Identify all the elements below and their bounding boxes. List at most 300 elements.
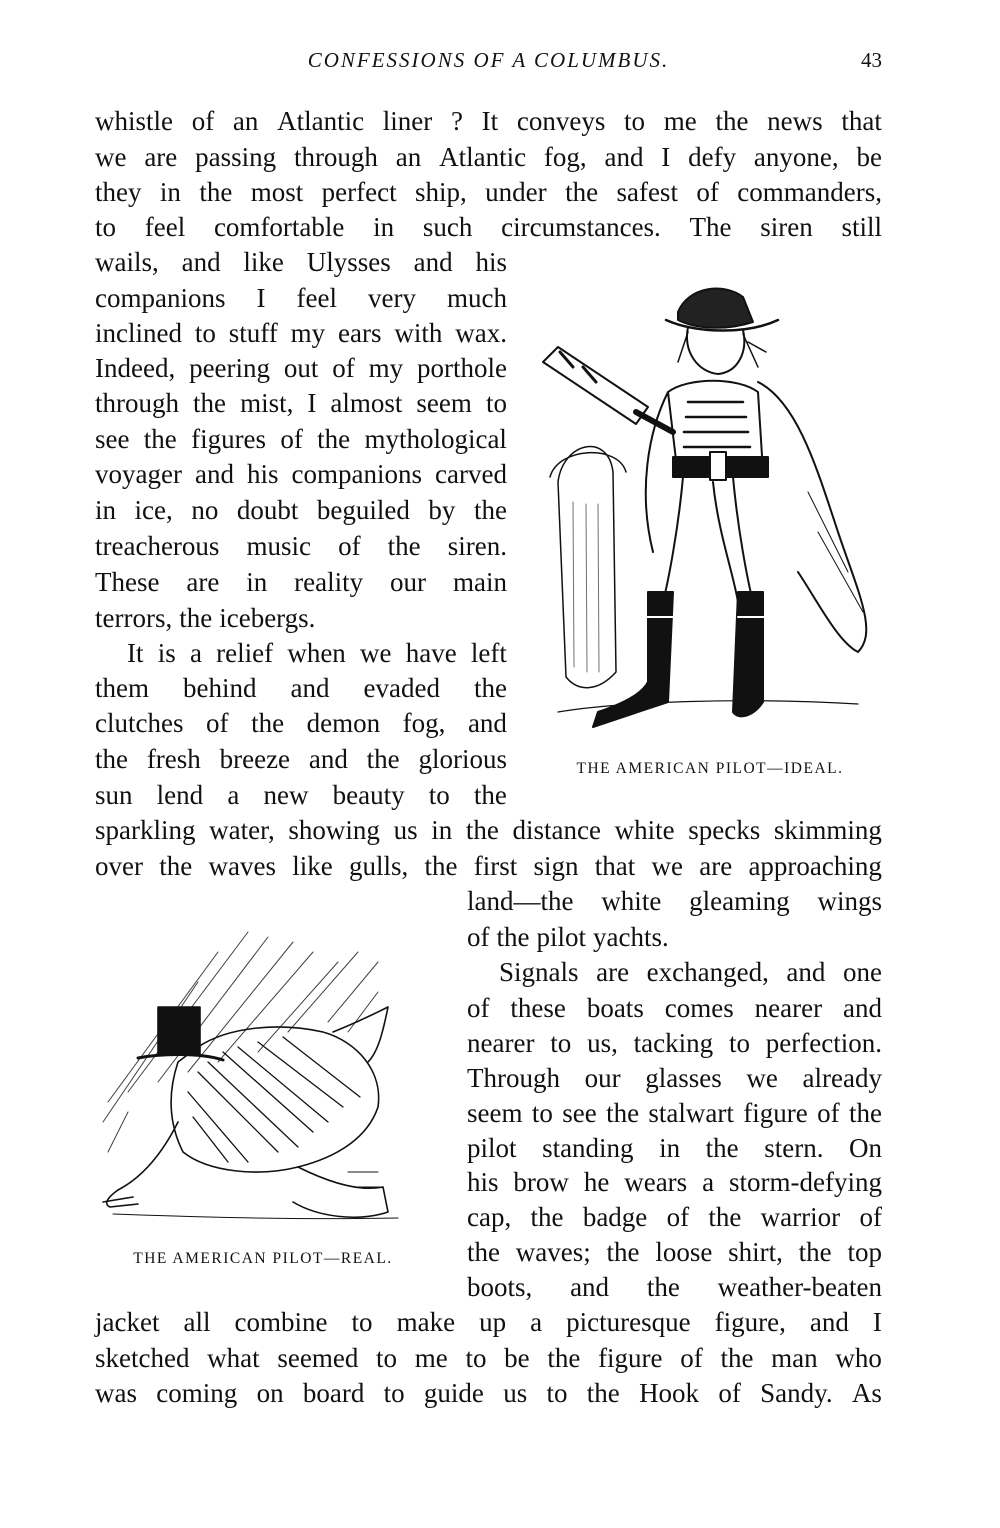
word: stern.: [764, 1133, 824, 1163]
figure-caption-real: THE AMERICAN PILOT—REAL.: [133, 1250, 393, 1267]
pilot-real-illustration: [98, 922, 428, 1227]
word: in: [431, 815, 453, 845]
word: and: [290, 673, 330, 703]
word: wails,: [95, 247, 159, 277]
text-line: [95, 813, 882, 847]
word: behind: [183, 673, 257, 703]
word: to: [465, 1343, 487, 1373]
word: these: [510, 993, 566, 1023]
word: and: [194, 459, 234, 489]
word: figure,: [714, 1307, 786, 1337]
word: the: [606, 1237, 640, 1267]
text-line: [467, 920, 882, 954]
word: be: [504, 1343, 530, 1373]
word: of: [696, 177, 719, 207]
word: to: [531, 1098, 553, 1128]
word: jacket: [95, 1307, 160, 1337]
page-header: [95, 48, 882, 78]
word: the: [848, 1098, 882, 1128]
text-line: [95, 849, 882, 883]
word: we: [95, 142, 127, 172]
word: the: [646, 1272, 680, 1302]
word: that: [594, 851, 636, 881]
text-line: [95, 1376, 882, 1410]
word: of: [467, 922, 490, 952]
word: have: [405, 638, 457, 668]
word: is: [157, 638, 176, 668]
word: wax.: [455, 318, 507, 348]
word: As: [851, 1378, 882, 1408]
word: are: [144, 142, 178, 172]
word: the: [586, 1378, 620, 1408]
word: weather-beaten: [717, 1272, 882, 1302]
word: that: [841, 106, 882, 136]
word: pilot: [536, 922, 587, 952]
text-line: [95, 742, 507, 776]
word: the: [199, 177, 233, 207]
word: are: [186, 567, 220, 597]
word: in: [159, 177, 181, 207]
word: the: [496, 922, 530, 952]
text-line: [95, 1305, 882, 1339]
word: comfortable: [213, 212, 345, 242]
text-line: [95, 493, 507, 527]
text-line: [95, 601, 507, 635]
word: very: [368, 283, 416, 313]
word: perfection.: [765, 1028, 882, 1058]
word: the: [424, 851, 458, 881]
word: safest: [616, 177, 678, 207]
word: cap,: [467, 1202, 512, 1232]
word: most: [250, 177, 304, 207]
word: glorious: [418, 744, 507, 774]
word: to: [383, 1378, 405, 1408]
word: to: [485, 388, 507, 418]
word: of: [206, 708, 229, 738]
word: of: [718, 1378, 741, 1408]
word: the: [708, 1202, 742, 1232]
word: seem: [467, 1098, 523, 1128]
word: figure: [743, 1098, 808, 1128]
text-line: [467, 884, 882, 918]
word: evaded: [363, 673, 440, 703]
word: the: [317, 424, 351, 454]
word: of: [332, 353, 355, 383]
word: stuff: [228, 318, 278, 348]
word: them: [95, 673, 149, 703]
word: icebergs.: [219, 603, 316, 633]
word: exchanged,: [646, 957, 769, 987]
word: our: [584, 1063, 621, 1093]
word: sparkling: [95, 815, 196, 845]
word: Through: [467, 1063, 560, 1093]
word: circumstances.: [501, 212, 661, 242]
word: warrior: [760, 1202, 841, 1232]
word: almost: [330, 388, 403, 418]
word: an: [395, 142, 422, 172]
word: like: [243, 247, 284, 277]
word: and: [604, 142, 644, 172]
word: storm-defying: [728, 1167, 882, 1197]
word: badge: [582, 1202, 648, 1232]
word: in: [373, 212, 395, 242]
text-line: [95, 529, 507, 563]
word: comes: [664, 993, 734, 1023]
word: we: [360, 638, 392, 668]
word: news: [767, 106, 823, 136]
word: left: [470, 638, 507, 668]
word: still: [841, 212, 882, 242]
word: Indeed,: [95, 353, 176, 383]
word: I: [256, 283, 266, 313]
word: his: [246, 459, 279, 489]
word: a: [227, 780, 240, 810]
word: porthole: [417, 353, 507, 383]
word: inclined: [95, 318, 182, 348]
word: sun: [95, 780, 133, 810]
word: the: [720, 1343, 754, 1373]
word: his: [467, 1167, 499, 1197]
word: sign: [533, 851, 579, 881]
word: the: [465, 815, 499, 845]
word: waves: [208, 851, 276, 881]
word: and: [413, 247, 453, 277]
word: fog,: [402, 708, 446, 738]
word: gulls,: [348, 851, 409, 881]
word: me: [663, 106, 697, 136]
word: by: [428, 495, 456, 525]
word: land—the: [467, 886, 574, 916]
word: seem: [416, 388, 472, 418]
word: to: [546, 1378, 568, 1408]
word: our: [390, 567, 427, 597]
text-line: [467, 1165, 882, 1199]
word: the: [473, 780, 507, 810]
word: seemed: [277, 1343, 359, 1373]
word: new: [263, 780, 309, 810]
word: mythological: [364, 424, 507, 454]
word: the: [251, 708, 285, 738]
word: the: [143, 424, 177, 454]
word: loose: [655, 1237, 713, 1267]
word: white: [614, 815, 675, 845]
word: the: [606, 1098, 640, 1128]
word: to: [95, 212, 117, 242]
word: the: [474, 673, 507, 703]
word: guide: [423, 1378, 484, 1408]
word: the: [95, 744, 128, 774]
word: treacherous: [95, 531, 220, 561]
word: the: [715, 106, 749, 136]
word: distance: [512, 815, 601, 845]
word: It: [481, 106, 499, 136]
text-line: [95, 210, 882, 244]
word: I: [307, 388, 317, 418]
word: of: [666, 1202, 690, 1232]
word: the: [547, 1343, 581, 1373]
word: passing: [195, 142, 277, 172]
word: man: [771, 1343, 818, 1373]
text-line: [95, 1341, 882, 1375]
word: the: [366, 744, 400, 774]
word: Hook: [639, 1378, 700, 1408]
text-line: [95, 457, 507, 491]
text-line: [95, 565, 507, 599]
text-line: [95, 316, 507, 350]
word: carved: [435, 459, 507, 489]
text-line: [95, 351, 507, 385]
word: a: [702, 1167, 715, 1197]
word: and: [809, 1307, 849, 1337]
word: boats: [586, 993, 644, 1023]
word: to: [624, 106, 646, 136]
word: breeze: [219, 744, 291, 774]
word: siren.: [447, 531, 507, 561]
word: the: [798, 1237, 832, 1267]
word: It: [127, 638, 144, 668]
word: perfect: [321, 177, 397, 207]
word: us: [393, 815, 418, 845]
word: and: [181, 247, 221, 277]
word: ears: [338, 318, 382, 348]
word: under: [485, 177, 547, 207]
word: defy: [688, 142, 737, 172]
text-line: [467, 955, 882, 989]
word: tacking: [633, 1028, 714, 1058]
word: relief: [216, 638, 274, 668]
word: what: [207, 1343, 260, 1373]
word: the: [467, 1237, 500, 1267]
word: nearer: [754, 993, 823, 1023]
word: gleaming: [689, 886, 790, 916]
word: to: [428, 780, 450, 810]
word: fresh: [146, 744, 201, 774]
word: the: [179, 603, 213, 633]
text-line: [95, 245, 507, 279]
word: no: [191, 495, 219, 525]
word: the: [705, 1133, 739, 1163]
text-line: [467, 1270, 882, 1304]
text-line: [95, 636, 507, 670]
word: waves;: [515, 1237, 591, 1267]
word: who: [835, 1343, 882, 1373]
word: boots,: [467, 1272, 533, 1302]
word: coming: [156, 1378, 238, 1408]
word: stalwart: [648, 1098, 734, 1128]
word: out: [283, 353, 319, 383]
word: figure: [598, 1343, 663, 1373]
word: yachts.: [593, 922, 669, 952]
word: ice,: [134, 495, 173, 525]
word: anyone,: [753, 142, 839, 172]
word: water,: [209, 815, 275, 845]
text-line: [95, 778, 507, 812]
word: peering: [189, 353, 271, 383]
word: in: [659, 1133, 681, 1163]
word: whistle: [95, 106, 173, 136]
word: fog,: [543, 142, 587, 172]
word: shirt,: [728, 1237, 783, 1267]
word: and: [467, 708, 507, 738]
word: the: [473, 495, 507, 525]
word: figures: [191, 424, 267, 454]
figure-caption-ideal: THE AMERICAN PILOT—IDEAL.: [576, 760, 844, 777]
page-number: 43: [861, 48, 882, 72]
word: Atlantic: [277, 106, 365, 136]
word: specks: [688, 815, 761, 845]
text-line: [95, 281, 507, 315]
word: to: [376, 1343, 398, 1373]
word: of: [467, 993, 490, 1023]
text-line: [95, 140, 882, 174]
word: doubt: [236, 495, 299, 525]
word: combine: [234, 1307, 328, 1337]
word: the: [530, 1202, 564, 1232]
word: like: [292, 851, 333, 881]
word: make: [396, 1307, 456, 1337]
word: lend: [156, 780, 204, 810]
word: liner: [382, 106, 433, 136]
word: ?: [450, 106, 463, 136]
word: first: [473, 851, 518, 881]
text-line: [467, 991, 882, 1025]
word: one: [842, 957, 882, 987]
word: wings: [817, 886, 882, 916]
word: glasses: [645, 1063, 722, 1093]
word: wears: [624, 1167, 688, 1197]
word: and: [308, 744, 348, 774]
word: all: [183, 1307, 211, 1337]
word: ship,: [415, 177, 467, 207]
word: a: [189, 638, 202, 668]
word: see: [562, 1098, 597, 1128]
word: to: [351, 1307, 373, 1337]
word: mist,: [240, 388, 294, 418]
word: are: [699, 851, 733, 881]
word: of: [338, 531, 361, 561]
word: of: [280, 424, 303, 454]
word: conveys: [516, 106, 606, 136]
word: the: [193, 388, 227, 418]
text-line: [95, 104, 882, 138]
text-line: [467, 1096, 882, 1130]
text-line: [467, 1200, 882, 1234]
word: are: [596, 957, 630, 987]
word: the: [159, 851, 193, 881]
word: of: [680, 1343, 703, 1373]
text-line: [467, 1026, 882, 1060]
word: in: [246, 567, 268, 597]
word: The: [689, 212, 732, 242]
text-line: [467, 1061, 882, 1095]
word: the: [565, 177, 599, 207]
word: pilot: [467, 1133, 517, 1163]
word: Signals: [499, 957, 579, 987]
word: Sandy.: [760, 1378, 833, 1408]
word: white: [601, 886, 662, 916]
word: be: [856, 142, 882, 172]
word: me: [414, 1343, 448, 1373]
word: main: [452, 567, 507, 597]
word: he: [583, 1167, 610, 1197]
word: with: [394, 318, 443, 348]
word: we: [746, 1063, 778, 1093]
word: skimming: [773, 815, 882, 845]
word: standing: [542, 1133, 634, 1163]
word: beguiled: [316, 495, 410, 525]
word: and: [843, 993, 882, 1023]
word: much: [447, 283, 507, 313]
word: commanders,: [737, 177, 882, 207]
word: top: [847, 1237, 882, 1267]
word: when: [287, 638, 346, 668]
word: an: [232, 106, 259, 136]
text-line: [95, 706, 507, 740]
word: was: [95, 1378, 137, 1408]
word: I: [661, 142, 671, 172]
word: my: [290, 318, 326, 348]
word: On: [849, 1133, 882, 1163]
text-line: [467, 1131, 882, 1165]
word: in: [95, 495, 117, 525]
word: they: [95, 177, 142, 207]
word: us,: [587, 1028, 618, 1058]
word: of: [191, 106, 215, 136]
word: music: [246, 531, 312, 561]
word: voyager: [95, 459, 182, 489]
word: we: [651, 851, 683, 881]
word: clutches: [95, 708, 184, 738]
word: showing: [288, 815, 380, 845]
word: us: [503, 1378, 528, 1408]
word: through: [95, 388, 179, 418]
word: brow: [513, 1167, 569, 1197]
word: on: [256, 1378, 284, 1408]
word: feel: [144, 212, 186, 242]
word: beauty: [332, 780, 405, 810]
word: see: [95, 424, 130, 454]
word: and: [570, 1272, 610, 1302]
word: feel: [296, 283, 337, 313]
word: his: [475, 247, 507, 277]
text-line: [95, 386, 507, 420]
word: approaching: [748, 851, 882, 881]
word: over: [95, 851, 143, 881]
word: picturesque: [566, 1307, 691, 1337]
word: the: [387, 531, 421, 561]
pilot-ideal-illustration: [538, 272, 883, 742]
text-line: [95, 422, 507, 456]
word: sketched: [95, 1343, 190, 1373]
word: to: [728, 1028, 750, 1058]
running-title: CONFESSIONS OF A COLUMBUS.: [307, 48, 670, 72]
text-line: [467, 1235, 882, 1269]
word: of: [817, 1098, 840, 1128]
word: of: [859, 1202, 882, 1232]
word: my: [368, 353, 404, 383]
word: reality: [294, 567, 364, 597]
word: Ulysses: [306, 247, 391, 277]
word: to: [550, 1028, 572, 1058]
word: companions: [95, 283, 226, 313]
word: such: [422, 212, 473, 242]
text-line: [95, 671, 507, 705]
word: a: [530, 1307, 543, 1337]
word: up: [479, 1307, 507, 1337]
word: nearer: [467, 1028, 535, 1058]
word: I: [872, 1307, 882, 1337]
word: companions: [291, 459, 422, 489]
